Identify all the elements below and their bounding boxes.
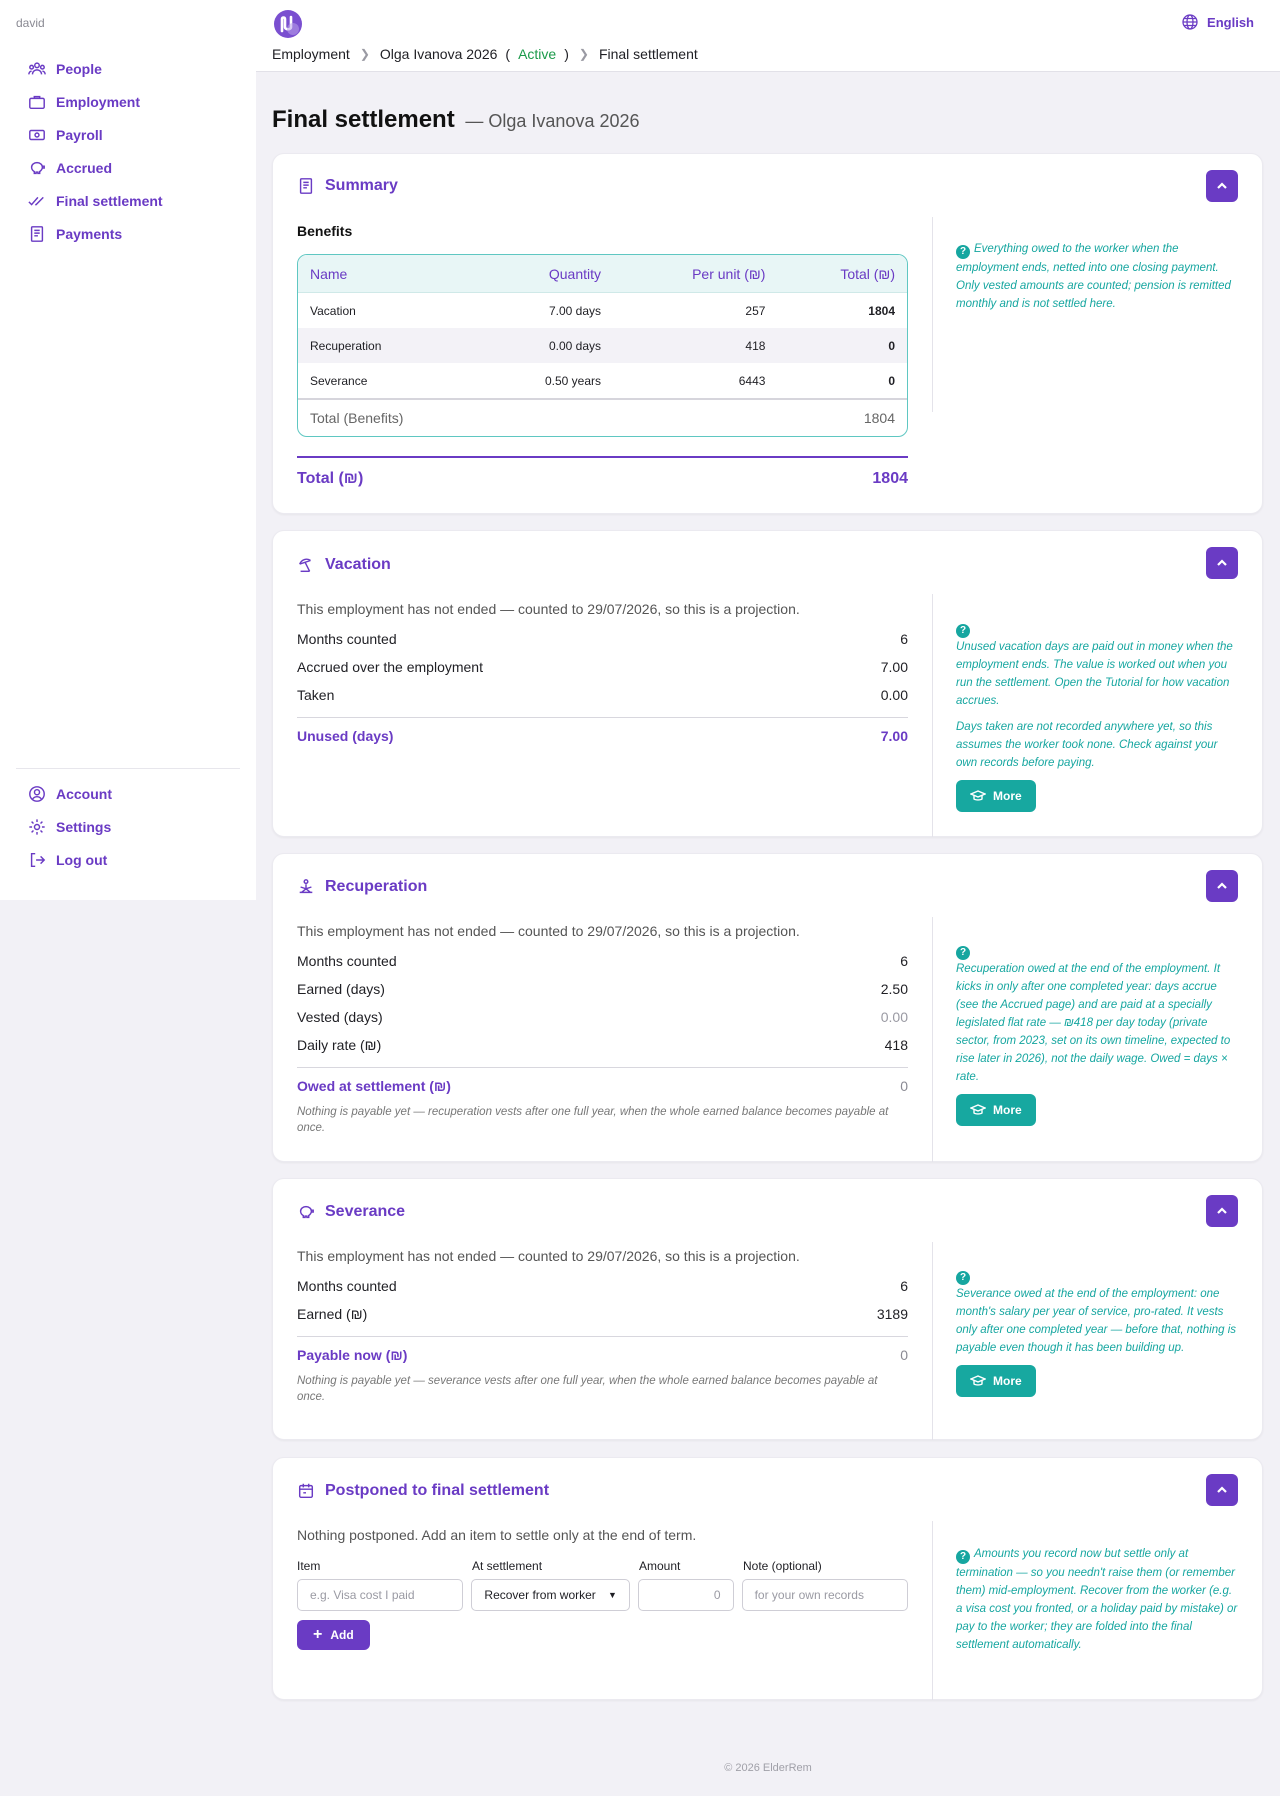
- select-value: Recover from worker: [484, 1588, 596, 1602]
- sidebar-item-account[interactable]: [16, 777, 240, 810]
- severance-help: [956, 1266, 1238, 1397]
- help-icon: ?: [956, 1550, 970, 1564]
- summary-title: Summary: [325, 177, 398, 194]
- sidebar-item-payments[interactable]: [16, 217, 240, 250]
- breadcrumb: [272, 46, 698, 62]
- severance-rows: [297, 1272, 908, 1328]
- table-header: [298, 255, 907, 293]
- receipt-icon: [297, 177, 315, 195]
- col-total: Total (₪): [840, 265, 895, 282]
- language-label: English: [1207, 14, 1254, 30]
- sidebar-item-label: Employment: [56, 93, 141, 110]
- row-label: Months counted: [297, 953, 397, 969]
- list-item: [297, 1300, 908, 1328]
- row-name: Vacation: [310, 303, 356, 318]
- plus-icon: +: [313, 1626, 323, 1643]
- postponed-labels: [297, 1559, 908, 1573]
- vacation-collapse-button[interactable]: [1206, 547, 1238, 579]
- summary-help-text: Everything owed to the worker when the employment ends, netted into one closing payment. Only vested amounts are counted; pension is remitted monthly and is not settled here.: [956, 243, 1231, 310]
- recuperation-total: [297, 1067, 908, 1094]
- chevron-up-icon: [1215, 179, 1229, 193]
- chevron-right-icon: ❯: [359, 47, 370, 61]
- severance-total: [297, 1336, 908, 1363]
- benefits-total-label: Total (Benefits): [310, 410, 404, 426]
- sidebar-item-label: Final settlement: [56, 192, 163, 209]
- recuperation-more-button[interactable]: [956, 1094, 1036, 1126]
- sidebar-item-label: Payroll: [56, 126, 103, 143]
- sidebar-item-logout[interactable]: [16, 843, 240, 876]
- sidebar-item-payroll[interactable]: [16, 118, 240, 151]
- card-divider: [932, 217, 933, 412]
- row-label: Vested (days): [297, 1009, 383, 1025]
- table-row: [298, 363, 907, 398]
- sidebar-nav: [16, 52, 240, 250]
- grand-total: [297, 456, 908, 488]
- list-item: [297, 625, 908, 653]
- row-value: 6: [900, 1278, 908, 1294]
- row-value: 0.00: [880, 687, 908, 703]
- vacation-title: Vacation: [325, 556, 391, 573]
- briefcase-icon: [28, 93, 46, 111]
- row-qty: 0.50 years: [544, 373, 601, 388]
- more-label: More: [993, 1374, 1022, 1388]
- people-icon: [28, 60, 46, 78]
- sidebar-item-label: People: [56, 60, 102, 77]
- row-label: Months counted: [297, 631, 397, 647]
- caret-down-icon: ▼: [607, 1590, 617, 1600]
- list-item: [297, 653, 908, 681]
- banknote-icon: [28, 126, 46, 144]
- sidebar-item-label: Accrued: [56, 159, 113, 176]
- summary-header: [297, 158, 398, 214]
- chevron-up-icon: [1215, 556, 1229, 570]
- row-label: Daily rate (₪): [297, 1037, 382, 1053]
- recuperation-help-text: Recuperation owed at the end of the employment. It kicks in only after one completed year: days accrue (see the Accrued page) and are paid at a specially legislated flat rate — ₪418 per day today (private sector, from 2023, set on its own timeline, expected to rise later in 2026), not the daily wage. Owed = days × rate.: [956, 963, 1231, 1083]
- sidebar-item-label: Account: [56, 785, 112, 802]
- severance-body: [297, 1248, 908, 1405]
- add-button[interactable]: [297, 1620, 370, 1650]
- summary-help: [956, 240, 1238, 313]
- total-label: Payable now (₪): [297, 1347, 408, 1363]
- amount-input[interactable]: 0: [638, 1579, 734, 1611]
- benefits-total-value: 1804: [863, 410, 895, 426]
- grand-total-label: Total (₪): [297, 470, 364, 487]
- row-value: 0.00: [880, 1009, 908, 1025]
- card-divider: [932, 917, 933, 1162]
- beach-umbrella-icon: [297, 556, 315, 574]
- postponed-collapse-button[interactable]: [1206, 1474, 1238, 1506]
- row-value: 7.00: [880, 659, 908, 675]
- footer: © 2026 ElderRem: [724, 1762, 812, 1774]
- item-input[interactable]: e.g. Visa cost I paid: [297, 1579, 463, 1611]
- breadcrumb-paren-close: ): [564, 46, 569, 62]
- card-divider: [932, 1521, 933, 1700]
- chevron-up-icon: [1215, 879, 1229, 893]
- severance-more-button[interactable]: [956, 1365, 1036, 1397]
- top-header: [256, 0, 1280, 72]
- sidebar-item-label: Settings: [56, 818, 112, 835]
- gear-icon: [28, 818, 46, 836]
- row-value: 2.50: [880, 981, 908, 997]
- postponed-intro: Nothing postponed. Add an item to settle only at the end of term.: [297, 1527, 697, 1543]
- help-icon: ?: [956, 245, 970, 259]
- recuperation-note: Nothing is payable yet — recuperation vests after one full year, when the whole earned balance becomes payable at once.: [297, 1106, 889, 1134]
- receipt-icon: [28, 225, 46, 243]
- row-value: 6: [900, 953, 908, 969]
- item-label: Item: [297, 1559, 321, 1573]
- app-logo[interactable]: [274, 10, 302, 38]
- col-quantity: Quantity: [548, 265, 601, 282]
- page-subtitle: — Olga Ivanova 2026: [465, 111, 640, 131]
- summary-card: [272, 153, 1263, 514]
- globe-icon: [1182, 14, 1198, 30]
- benefits-table: [297, 254, 908, 437]
- vacation-header: [297, 537, 391, 593]
- calendar-icon: [297, 1482, 315, 1500]
- breadcrumb-worker[interactable]: Olga Ivanova 2026: [379, 46, 498, 62]
- row-value: 418: [884, 1037, 908, 1053]
- vacation-rows: [297, 625, 908, 709]
- sidebar: [0, 0, 256, 900]
- breadcrumb-current: Final settlement: [598, 46, 698, 62]
- sidebar-divider: [16, 768, 240, 769]
- piggy-bank-icon: [28, 159, 46, 177]
- recuperation-intro: This employment has not ended — counted to 29/07/2026, so this is a projection.: [297, 923, 800, 939]
- chevron-up-icon: [1215, 1204, 1229, 1218]
- list-item: [297, 1031, 908, 1059]
- row-unit: 257: [745, 303, 766, 318]
- sidebar-item-label: Log out: [56, 851, 108, 868]
- logout-icon: [28, 851, 46, 869]
- language-switcher[interactable]: [1182, 14, 1254, 30]
- severance-help-text: Severance owed at the end of the employment: one month's salary per year of service, pro-rated. It vests only after one completed year — before that, nothing is payable even though it has been building up.: [956, 1288, 1236, 1354]
- postponed-card: [272, 1457, 1263, 1700]
- sidebar-item-employment[interactable]: [16, 85, 240, 118]
- total-label: Unused (days): [297, 728, 394, 744]
- graduation-cap-icon: [970, 1102, 986, 1118]
- row-qty: 7.00 days: [548, 303, 601, 318]
- card-divider: [932, 594, 933, 837]
- grand-total-value: 1804: [872, 470, 908, 487]
- note-label: Note (optional): [743, 1559, 822, 1573]
- row-name: Recuperation: [310, 338, 382, 353]
- vacation-help: [956, 619, 1238, 812]
- severance-title: Severance: [325, 1203, 406, 1220]
- double-check-icon: [28, 192, 46, 210]
- postponed-help: [956, 1545, 1238, 1654]
- amount-label: Amount: [639, 1559, 681, 1573]
- list-item: [297, 947, 908, 975]
- help-icon: ?: [956, 1271, 970, 1285]
- row-total: 0: [888, 373, 895, 388]
- row-total: 0: [888, 338, 895, 353]
- recuperation-rows: [297, 947, 908, 1059]
- row-value: 3189: [876, 1306, 908, 1322]
- breadcrumb-employment[interactable]: Employment: [272, 46, 350, 62]
- severance-card: [272, 1178, 1263, 1440]
- graduation-cap-icon: [970, 1373, 986, 1389]
- vacation-more-button[interactable]: [956, 780, 1036, 812]
- postponed-help-text: Amounts you record now but settle only at termination — so you needn't raise them (or remember them) mid-employment. Recover from the worker (e.g. a visa cost you fronted, or a holiday paid by mistake) or pay to the worker; they are folded into the final settlement automatically.: [956, 1548, 1238, 1651]
- more-label: More: [993, 789, 1022, 803]
- postponed-body: [297, 1527, 908, 1650]
- more-label: More: [993, 1103, 1022, 1117]
- sidebar-item-accrued[interactable]: [16, 151, 240, 184]
- row-total: 1804: [868, 303, 895, 318]
- chevron-up-icon: [1215, 1483, 1229, 1497]
- row-label: Earned (days): [297, 981, 385, 997]
- row-value: 6: [900, 631, 908, 647]
- total-value: 0: [900, 1347, 908, 1363]
- piggy-bank-icon: [297, 1203, 315, 1221]
- user-name: david: [16, 16, 45, 30]
- list-item: [297, 1272, 908, 1300]
- recuperation-card: [272, 853, 1263, 1162]
- help-icon: ?: [956, 624, 970, 638]
- user-circle-icon: [28, 785, 46, 803]
- table-row: [298, 328, 907, 363]
- meditation-icon: [297, 878, 315, 896]
- row-label: Earned (₪): [297, 1306, 368, 1322]
- total-label: Owed at settlement (₪): [297, 1078, 451, 1094]
- severance-collapse-button[interactable]: [1206, 1195, 1238, 1227]
- postponed-inputs: [297, 1579, 908, 1611]
- list-item: [297, 1003, 908, 1031]
- benefits-total-row: [298, 398, 907, 436]
- recuperation-header: [297, 859, 427, 915]
- page-title-text: Final settlement: [272, 106, 455, 133]
- postponed-title: Postponed to final settlement: [325, 1482, 550, 1499]
- sidebar-item-people[interactable]: [16, 52, 240, 85]
- page-title: [272, 106, 640, 134]
- recuperation-collapse-button[interactable]: [1206, 870, 1238, 902]
- total-value: 0: [900, 1078, 908, 1094]
- recuperation-body: [297, 923, 908, 1136]
- col-per-unit: Per unit (₪): [692, 265, 766, 282]
- sidebar-item-label: Payments: [56, 225, 123, 242]
- add-label: Add: [330, 1628, 354, 1642]
- row-unit: 6443: [738, 373, 766, 388]
- list-item: [297, 681, 908, 709]
- at-settlement-label: At settlement: [472, 1559, 543, 1573]
- severance-header: [297, 1184, 405, 1240]
- status-badge: Active: [518, 46, 557, 62]
- recuperation-title: Recuperation: [325, 878, 428, 895]
- row-unit: 418: [745, 338, 766, 353]
- recuperation-help: [956, 941, 1238, 1126]
- sidebar-item-final-settlement[interactable]: [16, 184, 240, 217]
- vacation-help-text-2: Days taken are not recorded anywhere yet, so this assumes the worker took none. Check against your own records before paying.: [956, 721, 1218, 769]
- list-item: [297, 975, 908, 1003]
- row-qty: 0.00 days: [548, 338, 601, 353]
- row-label: Accrued over the employment: [297, 659, 483, 675]
- summary-collapse-button[interactable]: [1206, 170, 1238, 202]
- sidebar-item-settings[interactable]: [16, 810, 240, 843]
- note-input[interactable]: for your own records: [742, 1579, 908, 1611]
- total-value: 7.00: [880, 728, 908, 744]
- vacation-total: [297, 717, 908, 744]
- help-icon: ?: [956, 946, 970, 960]
- vacation-body: [297, 601, 908, 744]
- vacation-intro: This employment has not ended — counted to 29/07/2026, so this is a projection.: [297, 601, 800, 617]
- sidebar-bottom-nav: [16, 777, 240, 876]
- row-label: Taken: [297, 687, 335, 703]
- severance-note: Nothing is payable yet — severance vests after one full year, when the whole earned balance becomes payable at once.: [297, 1375, 878, 1403]
- breadcrumb-paren-open: (: [505, 46, 511, 62]
- vacation-help-text-1: Unused vacation days are paid out in money when the employment ends. The value is worked out when you run the settlement. Open the Tutorial for how vacation accrues.: [956, 641, 1233, 707]
- benefits-label: Benefits: [297, 223, 353, 239]
- table-row: [298, 293, 907, 328]
- vacation-card: [272, 530, 1263, 837]
- severance-intro: This employment has not ended — counted to 29/07/2026, so this is a projection.: [297, 1248, 800, 1264]
- row-name: Severance: [310, 373, 368, 388]
- at-settlement-select[interactable]: [471, 1579, 629, 1611]
- postponed-header: [297, 1463, 549, 1519]
- card-divider: [932, 1242, 933, 1440]
- graduation-cap-icon: [970, 788, 986, 804]
- row-label: Months counted: [297, 1278, 397, 1294]
- chevron-right-icon: ❯: [578, 47, 589, 61]
- col-name: Name: [310, 265, 348, 282]
